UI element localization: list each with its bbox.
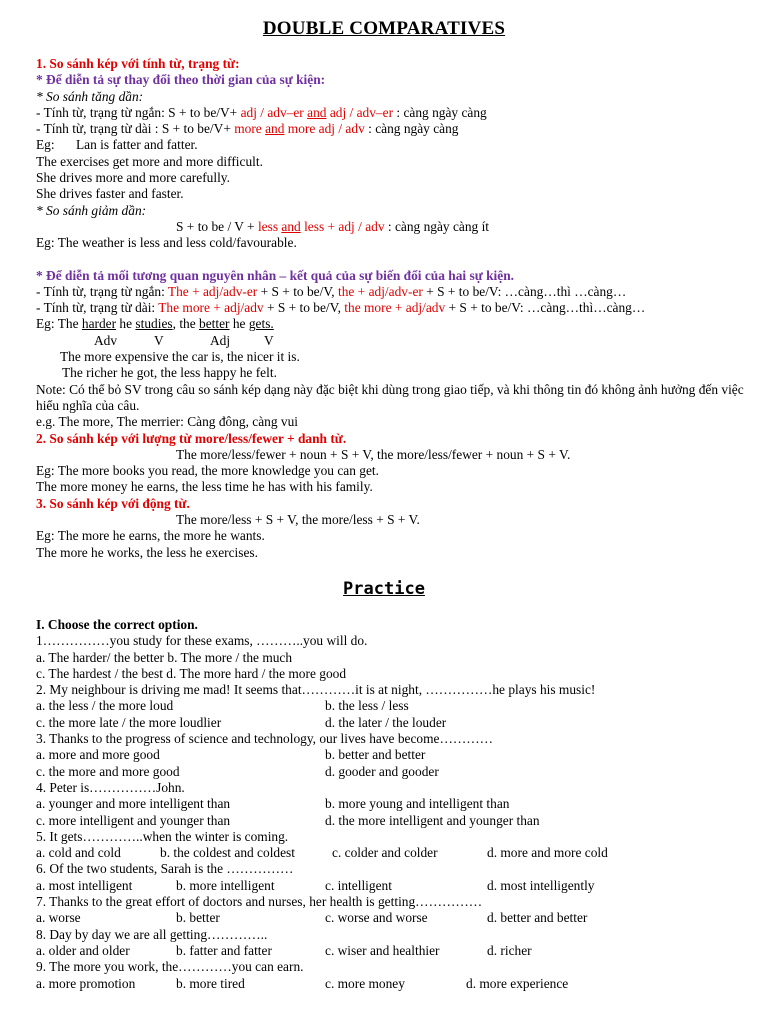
option[interactable]: a. more promotion [36,975,136,991]
answer-options [36,715,758,731]
example-line: Eg: Lan is fatter and fatter. [36,137,198,153]
decreasing-rule: S + to be / V + less and less + adj / adv : càng ngày càng ít [176,218,490,234]
question: 5. It gets…………..when the winter is coming. [36,828,289,844]
option[interactable]: b. the less / less [325,698,409,714]
practice-section [36,617,758,992]
example-line: Eg: The harder he studies, the better he gets. [36,316,274,332]
question: 1……………you study for these exams, ………..you will do. [36,633,368,649]
option[interactable]: a. more and more good [36,747,160,763]
question: 7. Thanks to the great effort of doctors and nurses, her health is getting…………… [36,894,483,910]
option[interactable]: c. The hardest / the best [36,665,163,681]
answer-options [36,813,758,829]
section-2-formula: The more/less/fewer + noun + S + V, the more/less/fewer + noun + S + V. [176,446,571,462]
option[interactable]: c. wiser and healthier [325,942,440,958]
option[interactable]: c. the more and more good [36,763,180,779]
example-line: She drives faster and faster. [36,186,184,202]
long-adj-rule: - Tính từ, trạng từ dài : S + to be/V+ more and more adj / adv : càng ngày càng [36,121,459,137]
cause-short-rule: - Tính từ, trạng từ ngắn: The + adj/adv-er + S + to be/V, the + adj/adv-er + S + to be/V: …càng…thì …càng… [36,283,627,299]
answer-options [36,878,758,894]
option[interactable]: c. the more late / the more loudlier [36,714,222,730]
answer-options [36,796,758,812]
option[interactable]: c. colder and colder [332,845,438,861]
answer-options [36,747,758,763]
answer-options [36,910,758,926]
option[interactable]: c. intelligent [325,877,392,893]
example-line: e.g. The more, The merrier: Càng đông, càng vui [36,414,299,430]
answer-options [36,698,758,714]
section-3-heading: 3. So sánh kép với động từ. [36,495,190,511]
example-line: She drives more and more carefully. [36,170,230,186]
option[interactable]: a. cold and cold [36,845,121,861]
example-line: The more expensive the car is, the nicer it is. [60,349,300,365]
question: 4. Peter is……………John. [36,779,185,795]
option[interactable]: a. the less / the more loud [36,698,174,714]
option[interactable]: b. fatter and fatter [176,942,272,958]
option[interactable]: b. the coldest and coldest [160,845,295,861]
example-line: The more he works, the less he exercises. [36,544,258,560]
option[interactable]: b. The more / the much [167,649,293,665]
option[interactable]: d. the more intelligent and younger than [325,812,540,828]
option[interactable]: b. better [176,910,220,926]
option[interactable]: d. more and more cold [487,845,608,861]
answer-options [36,650,758,666]
example-line: Eg: The more he earns, the more he wants. [36,528,265,544]
option[interactable]: a. The harder/ the better [36,649,165,665]
option[interactable]: d. more experience [466,975,569,991]
option[interactable]: c. more intelligent and younger than [36,812,231,828]
question: 2. My neighbour is driving me mad! It seems that…………it is at night, ……………he plays his music! [36,682,596,698]
option[interactable]: b. more intelligent [176,877,275,893]
exercise-heading: I. Choose the correct option. [36,617,198,632]
note-paragraph: Note: Có thể bỏ SV trong câu so sánh kép dạng này đặc biệt khi dùng trong giao tiếp, và khi thông tin đó không ảnh hưởng đến việc hiểu nghĩa của câu. [36,381,744,413]
option[interactable]: a. older and older [36,942,130,958]
answer-options [36,845,758,861]
example-line: The exercises get more and more difficult. [36,153,263,169]
question: 9. The more you work, the…………you can earn. [36,959,304,975]
example-line: The more money he earns, the less time he has with his family. [36,479,373,495]
example-line: Eg: The more books you read, the more knowledge you can get. [36,463,379,479]
option[interactable]: d. gooder and gooder [325,763,439,779]
part-of-speech-labels: Adv V Adj V [94,332,274,348]
answer-options [36,666,758,682]
option[interactable]: d. most intelligently [487,877,595,893]
option[interactable]: b. better and better [325,747,426,763]
option[interactable]: b. more young and intelligent than [325,796,510,812]
option[interactable]: d. the later / the louder [325,714,447,730]
option[interactable]: a. younger and more intelligent than [36,796,231,812]
increasing-label: * So sánh tăng dần: [36,88,144,104]
decreasing-label: * So sánh giảm dần: [36,202,147,218]
section-2-heading: 2. So sánh kép với lượng từ more/less/fewer + danh từ. [36,430,347,446]
question: 6. Of the two students, Sarah is the …………… [36,861,294,877]
example-line: Eg: The weather is less and less cold/favourable. [36,235,297,251]
option[interactable]: a. most intelligent [36,877,133,893]
short-adj-rule: - Tính từ, trạng từ ngắn: S + to be/V+ adj / adv–er and adj / adv–er : càng ngày càng [36,104,487,120]
cause-long-rule: - Tính từ, trạng từ dài: The more + adj/adv + S + to be/V, the more + adj/adv + S + to be/V: …càng…thì…càng… [36,300,646,316]
section-3-formula: The more/less + S + V, the more/less + S + V. [176,512,420,528]
option[interactable]: c. worse and worse [325,910,428,926]
section-1-subheading-2: * Để diễn tả mối tương quan nguyên nhân – kết quả của sự biến đổi của hai sự kiện. [36,267,514,283]
section-1-heading: 1. So sánh kép với tính từ, trạng từ: [36,56,240,71]
question: 3. Thanks to the progress of science and technology, our lives have become………… [36,731,494,747]
option[interactable]: d. The more hard / the more good [166,665,347,681]
section-1-subheading: * Để diễn tả sự thay đổi theo thời gian của sự kiện: [36,72,326,88]
answer-options [36,943,758,959]
practice-title: Practice [343,579,425,599]
option[interactable]: d. richer [487,942,532,958]
option[interactable]: b. more tired [176,975,245,991]
option[interactable]: c. more money [325,975,405,991]
option[interactable]: a. worse [36,910,81,926]
grammar-section [36,56,758,561]
example-line: The richer he got, the less happy he felt. [62,365,277,381]
answer-options [36,764,758,780]
question: 8. Day by day we are all getting………….. [36,926,268,942]
option[interactable]: d. better and better [487,910,588,926]
answer-options [36,976,758,992]
page-title: DOUBLE COMPARATIVES [262,18,506,39]
